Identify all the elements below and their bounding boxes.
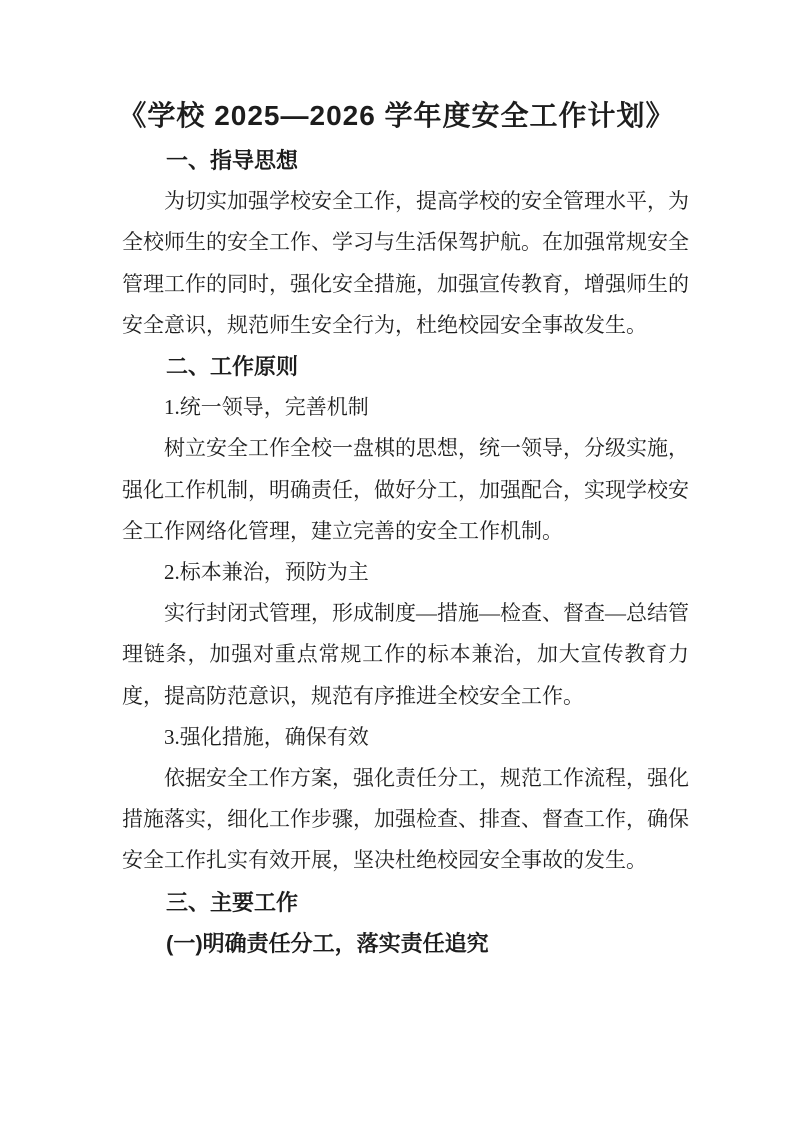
section-heading-work-principles: 二、工作原则 (166, 354, 299, 380)
paragraph-guiding-ideology: 为切实加强学校安全工作，提高学校的安全管理水平，为全校师生的安全工作、学习与生活保驾护航。在加强常规安全管理工作的同时，强化安全措施，加强宣传教育，增强师生的安全意识，规范师生安全行为，杜绝校园安全事故发生。 (122, 189, 689, 337)
section-heading-guiding-ideology: 一、指导思想 (166, 148, 299, 173)
paragraph-strengthen-measures: 依据安全工作方案，强化责任分工，规范工作流程，强化措施落实，细化工作步骤，加强检查、排查、督查工作，确保安全工作扎实有效开展，坚决杜绝校园安全事故的发生。 (122, 766, 689, 873)
document-title: 《学校 2025—2026 学年度安全工作计划》 (118, 100, 675, 131)
section-heading-main-work: 三、主要工作 (166, 889, 299, 915)
paragraph-prevention-first: 实行封闭式管理，形成制度—措施—检查、督查—总结管理链条，加强对重点常规工作的标本兼治，加大宣传教育力度，提高防范意识，规范有序推进全校安全工作。 (122, 601, 689, 708)
sub-item-1-unified-leadership: 1.统一领导，完善机制 (164, 395, 369, 420)
paragraph-unified-leadership: 树立安全工作全校一盘棋的思想，统一领导，分级实施，强化工作机制，明确责任，做好分工，加强配合，实现学校安全工作网络化管理，建立完善的安全工作机制。 (122, 436, 689, 543)
subsection-heading-responsibility-division: (一)明确责任分工，落实责任追究 (166, 930, 489, 956)
sub-item-2-prevention-first: 2.标本兼治，预防为主 (164, 560, 369, 585)
sub-item-3-strengthen-measures: 3.强化措施，确保有效 (164, 724, 369, 749)
